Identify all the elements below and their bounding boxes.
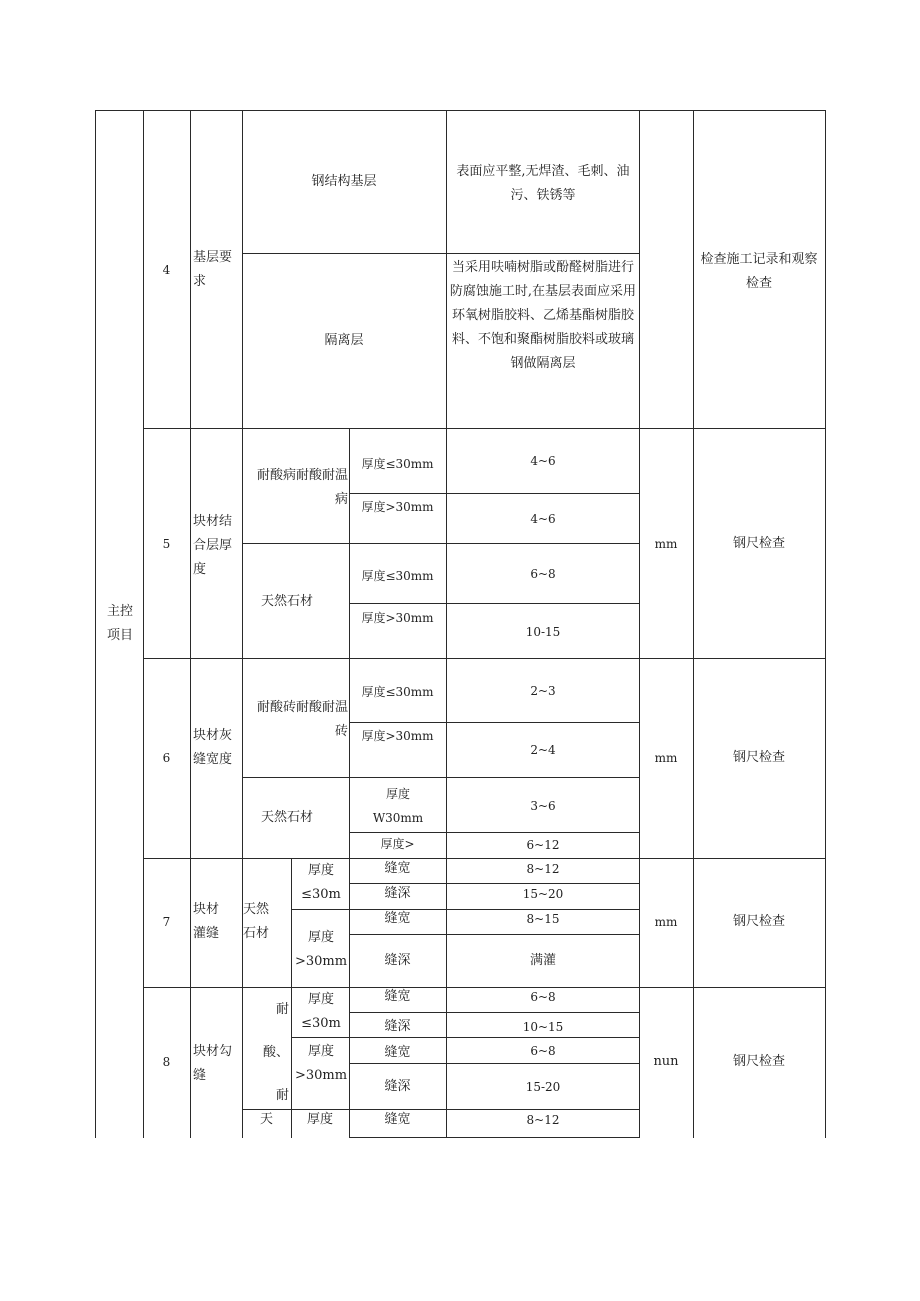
joint-kind: 缝深 (384, 1079, 411, 1094)
unit: mm (654, 537, 678, 551)
joint-kind: 缝深 (384, 1019, 411, 1034)
joint-kind: 缝宽 (384, 861, 411, 876)
row-number: 8 (162, 1055, 171, 1069)
value: 6~8 (530, 990, 556, 1004)
value: 4~6 (530, 454, 556, 468)
check-method: 钢尺检查 (732, 536, 785, 551)
joint-kind: 缝宽 (384, 1045, 411, 1060)
value: 4~6 (530, 512, 556, 526)
joint-kind: 缝宽 (384, 1112, 411, 1127)
check-method: 钢尺检查 (732, 1054, 785, 1069)
item-name: 块材灰缝宽度 (193, 728, 233, 767)
thickness-cond: 厚度≤30mm (361, 457, 434, 471)
value: 2~4 (530, 743, 556, 757)
value: 8~12 (526, 1113, 560, 1127)
thickness-cond: 厚度≤30m (301, 863, 341, 902)
thickness-cond: 厚度>30mm (361, 500, 434, 514)
item-name: 块材勾缝 (193, 1044, 233, 1083)
row-number: 6 (162, 751, 171, 765)
thickness-cond: 厚度>30mm (361, 729, 434, 743)
material-type: 耐酸病耐酸耐温病 (256, 468, 348, 507)
thickness-cond: 厚度>30mm (295, 1044, 348, 1083)
value: 15-20 (525, 1080, 561, 1094)
thickness-cond: 厚度> (380, 837, 415, 851)
thickness-cond: 厚度≤30mm (361, 685, 434, 699)
joint-kind: 缝宽 (384, 911, 411, 926)
thickness-cond: 厚度>30mm (361, 611, 434, 625)
value: 2~3 (530, 684, 556, 698)
check-method: 钢尺检查 (732, 750, 785, 765)
value: 8~15 (526, 912, 560, 926)
material-type: 耐酸砖耐酸耐温砖 (256, 700, 348, 739)
check-method: 检查施工记录和观察检查 (700, 252, 818, 291)
material-type: 天 (259, 1112, 273, 1127)
thickness-cond: 厚度≤30m (301, 992, 341, 1031)
item-name: 块材结合层厚度 (193, 514, 233, 577)
row-number: 4 (162, 263, 171, 277)
unit: nun (653, 1054, 679, 1069)
item-name: 基层要求 (193, 250, 233, 289)
requirement: 当采用呋喃树脂或酚醛树脂进行防腐蚀施工时,在基层表面应采用环氧树脂胶料、乙烯基酯树脂胶料、不饱和聚酯树脂胶料或玻璃钢做隔离层 (449, 260, 637, 371)
thickness-cond: 厚度>30mm (295, 930, 348, 969)
value: 10-15 (525, 625, 561, 639)
material-type: 天然石材 (260, 594, 313, 609)
thickness-cond: 厚度W30mm (372, 787, 424, 825)
unit: mm (654, 751, 678, 765)
thickness-cond: 厚度≤30mm (361, 569, 434, 583)
row-number: 7 (162, 915, 171, 929)
thickness-cond: 厚度 (306, 1112, 333, 1127)
material-type: 天然石材 (260, 810, 313, 825)
joint-kind: 缝宽 (384, 989, 411, 1004)
sub-type: 钢结构基层 (311, 174, 377, 189)
value: 6~8 (530, 1044, 556, 1058)
joint-kind: 缝深 (384, 886, 411, 901)
check-method: 钢尺检查 (732, 914, 785, 929)
requirement: 表面应平整,无焊渣、毛刺、油污、铁锈等 (456, 164, 630, 203)
material-type: 天然石材 (243, 902, 270, 941)
value: 15~20 (522, 887, 564, 901)
value: 满灌 (529, 953, 556, 968)
value: 8~12 (526, 862, 560, 876)
material-type: 耐酸、耐 (262, 1002, 289, 1103)
value: 6~8 (530, 567, 556, 581)
joint-kind: 缝深 (384, 953, 411, 968)
value: 6~12 (526, 838, 560, 852)
value: 10~15 (522, 1020, 564, 1034)
sub-type: 隔离层 (324, 333, 364, 348)
value: 3~6 (530, 799, 556, 813)
category-label: 主控项目 (106, 604, 133, 643)
unit: mm (654, 915, 678, 929)
row-number: 5 (162, 537, 171, 551)
item-name: 块材灌缝 (193, 902, 220, 941)
